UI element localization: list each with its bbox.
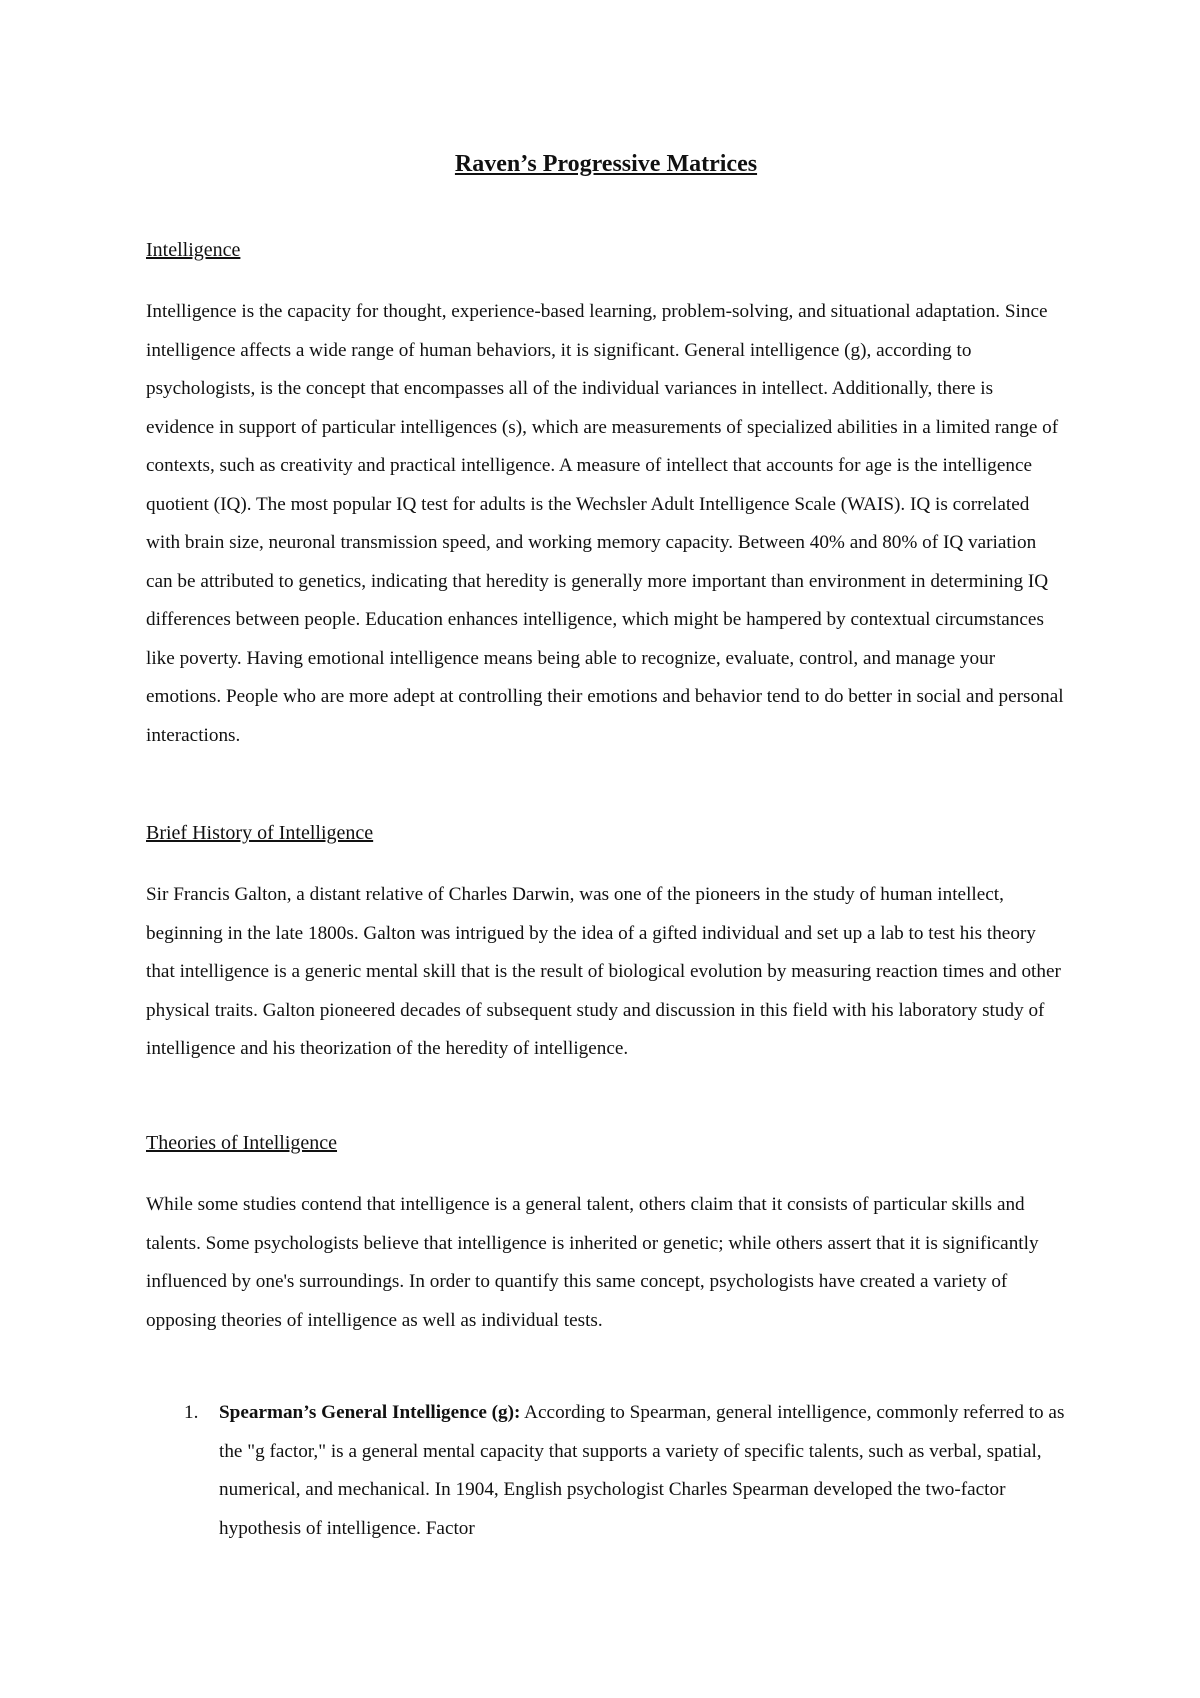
section-heading-theories: Theories of Intelligence xyxy=(146,1132,338,1154)
section-body-theories: While some studies contend that intelligence is a general talent, others claim that it consists of particular skills and talents. Some psychologists believe that intelligence is inherited or genetic; while others assert that it is significantly influenced by one's surroundings. In order to quantify this same concept, psychologists have created a variety of opposing theories of intelligence as well as individual tests. xyxy=(146,1194,1039,1331)
section-body-intelligence: Intelligence is the capacity for thought, experience-based learning, problem-solving, and situational adaptation. Since intelligence affects a wide range of human behaviors, it is significant. General intelligence (g), according to psychologists, is the concept that encompasses all of the individual variances in intellect. Additionally, there is evidence in support of particular intelligences (s), which are measurements of specialized abilities in a limited range of contexts, such as creativity and practical intelligence. A measure of intellect that accounts for age is the intelligence quotient (IQ). The most popular IQ test for adults is the Wechsler Adult Intelligence Scale (WAIS). IQ is correlated with brain size, neuronal transmission speed, and working memory capacity. Between 40% and 80% of IQ variation can be attributed to genetics, indicating that heredity is generally more important than environment in determining IQ differences between people. Education enhances intelligence, which might be hampered by contextual circumstances like poverty. Having emotional intelligence means being able to recognize, evaluate, control, and manage your emotions. People who are more adept at controlling their emotions and behavior tend to do better in social and personal interactions. xyxy=(146,301,1064,746)
list-item-term: Spearman’s General Intelligence (g): xyxy=(219,1402,521,1423)
list-item-text: According to Spearman, general intelligence, commonly referred to as the "g factor," is a general mental capacity that supports a variety of specific talents, such as verbal, spatial, numerical, and mechanical. In 1904, English psychologist Charles Spearman developed the two-factor hypothesis of intelligence. Factor xyxy=(219,1402,1065,1539)
document-title: Raven’s Progressive Matrices xyxy=(454,151,758,177)
section-heading-history: Brief History of Intelligence xyxy=(146,822,374,844)
section-body-history: Sir Francis Galton, a distant relative of Charles Darwin, was one of the pioneers in the study of human intellect, beginning in the late 1800s. Galton was intrigued by the idea of a gifted individual and set up a lab to test his theory that intelligence is a generic mental skill that is the result of biological evolution by measuring reaction times and other physical traits. Galton pioneered decades of subsequent study and discussion in this field with his laboratory study of intelligence and his theorization of the heredity of intelligence. xyxy=(146,884,1061,1059)
list-item-body xyxy=(219,1394,1066,1548)
list-item-number: 1. xyxy=(184,1402,199,1423)
section-heading-intelligence: Intelligence xyxy=(146,239,241,261)
